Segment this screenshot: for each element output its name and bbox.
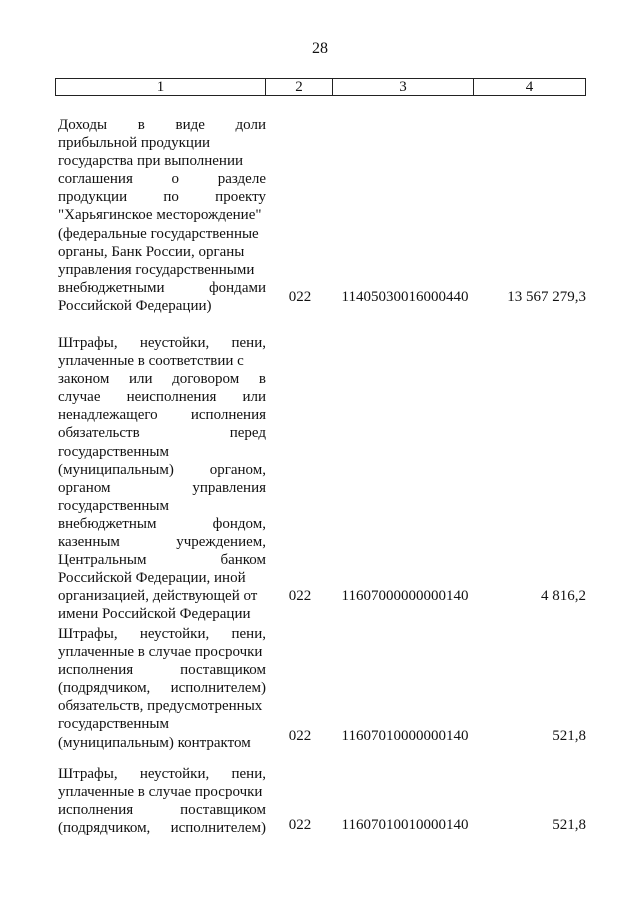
description-line: исполнения поставщиком — [58, 802, 266, 819]
description-line: государства при выполнении — [58, 153, 244, 170]
page-number: 28 — [312, 40, 328, 57]
description-line: органы, Банк России, органы — [58, 243, 245, 260]
description-line: ненадлежащего исполнения — [58, 407, 266, 424]
description-line: исполнения поставщиком — [58, 662, 266, 679]
description-line: обязательств перед — [58, 425, 266, 442]
admin-code: 022 — [288, 817, 312, 833]
row-description — [58, 765, 266, 837]
description-line: случае неисполнения или — [58, 389, 266, 406]
description-line: имени Российской Федерации — [58, 606, 251, 623]
description-line: внебюджетными фондами — [58, 279, 266, 296]
description-line: "Харьягинское месторождение" — [58, 207, 262, 224]
budget-code: 11405030016000440 — [341, 289, 469, 305]
description-line: Штрафы, неустойки, пени, — [58, 766, 266, 782]
table-header — [55, 78, 586, 96]
description-line: уплаченные в соответствии с — [58, 353, 244, 370]
description-line: (подрядчиком, исполнителем) — [58, 820, 266, 837]
description-line: прибыльной продукции — [58, 135, 210, 152]
header-col-4: 4 — [473, 79, 585, 95]
row-description — [58, 116, 266, 315]
description-line: (муниципальным) контрактом — [58, 734, 251, 751]
budget-code: 11607010010000140 — [341, 817, 469, 833]
header-col-2: 2 — [265, 79, 332, 95]
header-col-3: 3 — [332, 79, 473, 95]
budget-code: 11607010000000140 — [341, 728, 469, 744]
description-line: обязательств, предусмотренных — [58, 698, 263, 715]
description-line: (подрядчиком, исполнителем) — [58, 680, 266, 697]
description-line: казенным учреждением, — [58, 534, 266, 551]
amount: 4 816,2 — [541, 588, 586, 604]
description-line: организацией, действующей от — [58, 588, 258, 605]
amount: 521,8 — [552, 728, 586, 744]
description-line: государственным — [58, 497, 169, 514]
description-line: государственным — [58, 716, 169, 733]
description-line: законом или договором в — [58, 371, 266, 388]
description-line: (федеральные государственные — [58, 225, 259, 242]
row-description — [58, 334, 266, 624]
description-line: уплаченные в случае просрочки — [58, 784, 263, 801]
description-line: Доходы в виде доли — [58, 117, 266, 133]
amount: 13 567 279,3 — [507, 289, 586, 305]
description-line: Штрафы, неустойки, пени, — [58, 335, 266, 351]
description-line: Российской Федерации) — [58, 297, 212, 314]
description-line: Центральным банком — [58, 552, 266, 569]
admin-code: 022 — [288, 588, 312, 604]
admin-code: 022 — [288, 289, 312, 305]
description-line: внебюджетным фондом, — [58, 515, 266, 532]
description-line: органом управления — [58, 479, 266, 496]
description-line: Российской Федерации, иной — [58, 570, 246, 587]
budget-code: 11607000000000140 — [341, 588, 469, 604]
description-line: продукции по проекту — [58, 189, 266, 206]
description-line: государственным — [58, 443, 169, 460]
admin-code: 022 — [288, 728, 312, 744]
description-line: Штрафы, неустойки, пени, — [58, 626, 266, 642]
amount: 521,8 — [552, 817, 586, 833]
header-col-1: 1 — [156, 79, 165, 95]
description-line: уплаченные в случае просрочки — [58, 644, 263, 661]
row-description — [58, 625, 266, 752]
description-line: соглашения о разделе — [58, 171, 266, 188]
description-line: управления государственными — [58, 261, 255, 278]
description-line: (муниципальным) органом, — [58, 461, 266, 478]
